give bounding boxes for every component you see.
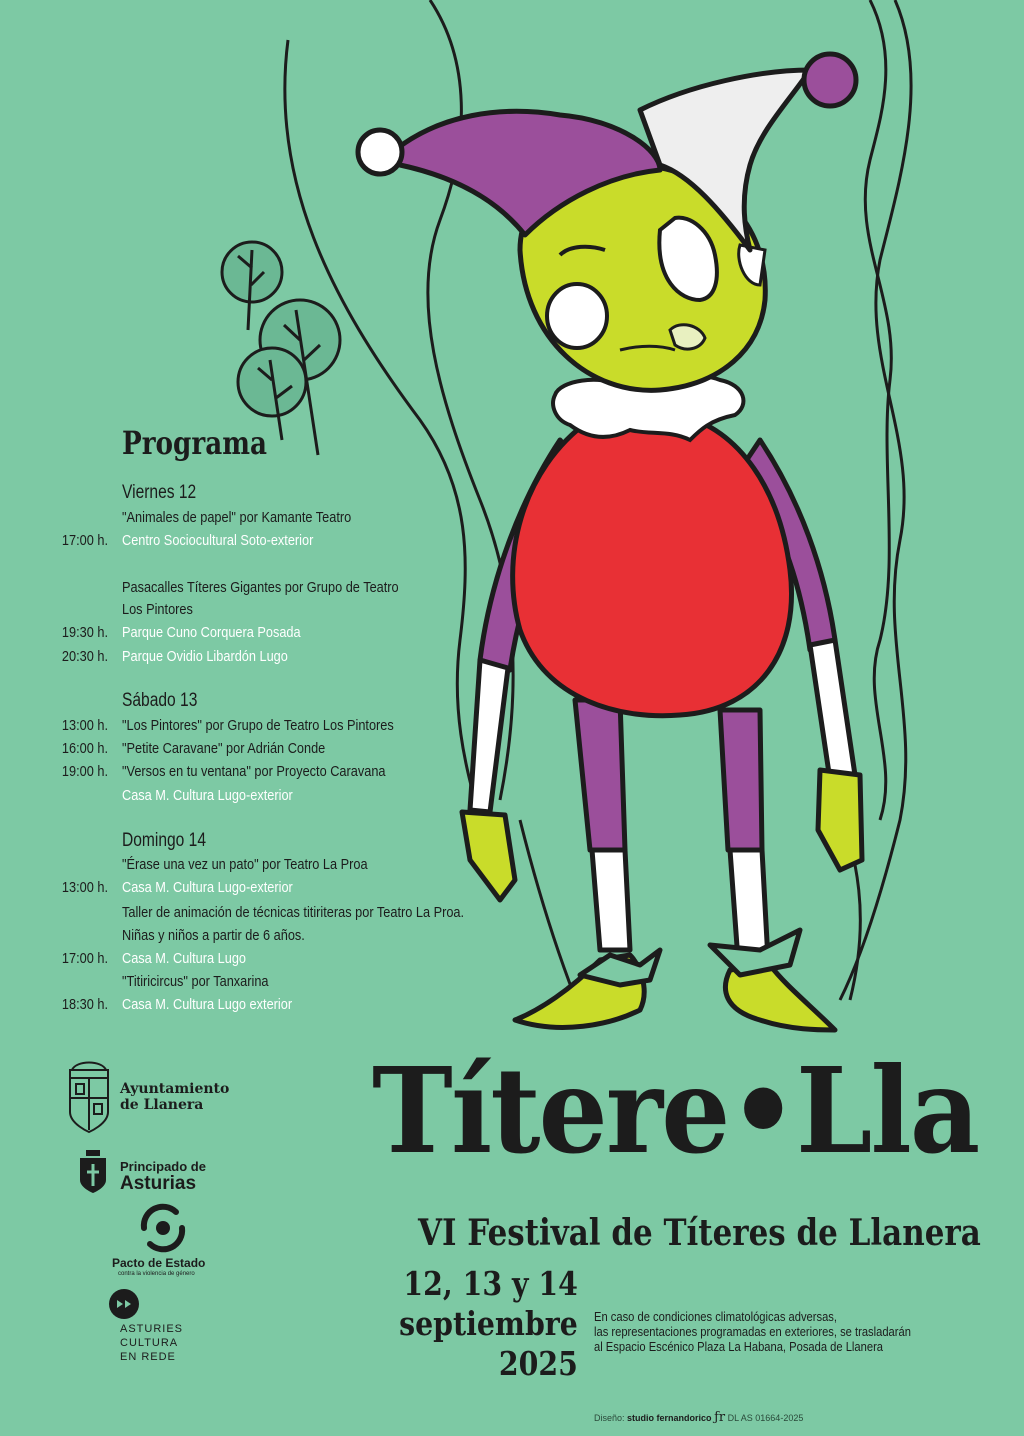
- notice-line: En caso de condiciones climatológicas adversas,: [594, 1309, 837, 1324]
- program-day-label: Sábado 13: [122, 690, 198, 711]
- event-title: "Animales de papel" por Kamante Teatro: [122, 509, 352, 526]
- pacto-label: Pacto de Estado: [112, 1256, 206, 1270]
- festival-title: Títere•Lla: [372, 1041, 979, 1180]
- event-time: 17:00 h.: [61, 532, 108, 549]
- event-venue: Casa M. Cultura Lugo exterior: [122, 996, 293, 1013]
- asturies-label: ASTURIES: [120, 1323, 184, 1335]
- event-venue: Casa M. Cultura Lugo: [122, 950, 247, 967]
- principado-label: Principado de: [120, 1159, 206, 1174]
- puppet-string: [520, 820, 580, 1010]
- event-venue: Casa M. Cultura Lugo-exterior: [122, 787, 293, 804]
- notice-line: las representaciones programadas en exteriores, se trasladarán: [594, 1324, 911, 1339]
- festival-month: septiembre: [399, 1304, 578, 1343]
- event-title: "Titiricircus" por Tanxarina: [122, 973, 269, 990]
- ayuntamiento-label-2: de Llanera: [120, 1097, 204, 1113]
- studio-name: studio fernandorico: [627, 1413, 712, 1423]
- design-label: Diseño:: [594, 1413, 625, 1423]
- program-title: Programa: [122, 424, 267, 462]
- event-time: 16:00 h.: [61, 740, 108, 757]
- en-rede-label: EN REDE: [120, 1351, 176, 1363]
- pacto-de-estado-icon: [132, 1202, 194, 1254]
- coat-of-arms-icon: [66, 1054, 112, 1134]
- event-time: 17:00 h.: [61, 950, 108, 967]
- legal-deposit: DL AS 01664-2025: [727, 1413, 804, 1423]
- program-day-label: Domingo 14: [122, 830, 207, 851]
- event-title: "Érase una vez un pato" por Teatro La Proa: [122, 856, 368, 873]
- ayuntamiento-label: Ayuntamiento: [120, 1081, 230, 1097]
- festival-subtitle: VI Festival de Títeres de Llanera: [418, 1212, 981, 1254]
- event-time: 13:00 h.: [61, 879, 108, 896]
- event-title: Pasacalles Títeres Gigantes por Grupo de Teatro: [122, 579, 399, 596]
- event-title: "Los Pintores" por Grupo de Teatro Los Pintores: [122, 717, 394, 734]
- event-venue: Parque Ovidio Libardón Lugo: [122, 648, 288, 665]
- notice-line: al Espacio Escénico Plaza La Habana, Posada de Llanera: [594, 1339, 884, 1354]
- principado-label-2: Asturias: [120, 1173, 197, 1194]
- event-title: "Petite Caravane" por Adrián Conde: [122, 740, 326, 757]
- event-venue: Parque Cuno Corquera Posada: [122, 624, 301, 641]
- studio-logo-icon: ƒr: [714, 1410, 726, 1425]
- design-credits: [594, 1410, 803, 1425]
- festival-year: 2025: [499, 1344, 578, 1383]
- festival-dates: 12, 13 y 14: [403, 1264, 578, 1303]
- program-day-label: Viernes 12: [122, 482, 197, 503]
- event-title: Taller de animación de técnicas titiriteras por Teatro La Proa.: [122, 904, 465, 921]
- event-venue: Centro Sociocultural Soto-exterior: [122, 532, 314, 549]
- asturies-cultura-icon: [108, 1288, 140, 1320]
- event-time: 19:00 h.: [61, 763, 108, 780]
- event-time: 18:30 h.: [61, 996, 108, 1013]
- pacto-sublabel: contra la violencia de género: [118, 1271, 195, 1277]
- event-title: "Versos en tu ventana" por Proyecto Caravana: [122, 763, 386, 780]
- event-time: 13:00 h.: [61, 717, 108, 734]
- event-venue: Casa M. Cultura Lugo-exterior: [122, 879, 293, 896]
- asturias-shield-icon: [78, 1148, 108, 1194]
- event-title: Los Pintores: [122, 601, 193, 618]
- puppet-body: [513, 415, 792, 716]
- event-time: 20:30 h.: [61, 648, 108, 665]
- event-title: Niñas y niños a partir de 6 años.: [122, 927, 305, 944]
- event-time: 19:30 h.: [61, 624, 108, 641]
- puppet-string: [865, 0, 891, 820]
- cultura-label: CULTURA: [120, 1337, 179, 1349]
- weather-notice: [594, 1309, 938, 1354]
